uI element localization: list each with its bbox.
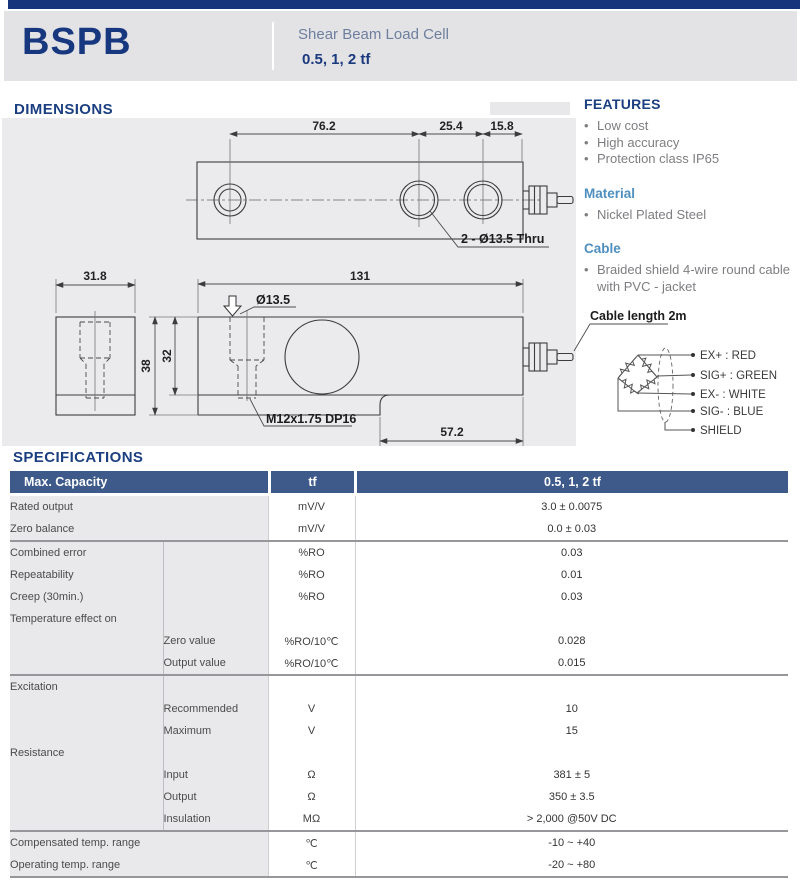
spec-label-cell: Temperature effect on <box>10 608 163 630</box>
spec-unit-cell: %RO/10℃ <box>268 630 355 652</box>
dim-top-right: 15.8 <box>490 119 514 133</box>
spec-value-cell: > 2,000 @50V DC <box>355 808 788 831</box>
spec-unit-cell: mV/V <box>268 518 355 541</box>
wire-label-ex-plus: EX+ : RED <box>700 350 756 362</box>
spec-unit-cell: %RO <box>268 564 355 586</box>
cable-note: Cable length 2m <box>590 309 687 323</box>
spec-unit-cell: Ω <box>268 764 355 786</box>
spec-row <box>10 786 788 808</box>
spec-value-cell: 3.0 ± 0.0075 <box>355 496 788 518</box>
wire-label-sig-plus: SIG+ : GREEN <box>700 370 778 382</box>
spec-label-cell <box>10 630 163 652</box>
feature-item: • High accuracy <box>584 135 796 152</box>
dim-length: 131 <box>349 269 371 283</box>
spec-value-cell <box>355 675 788 698</box>
spec-sublabel-cell <box>163 675 268 698</box>
spec-value-cell <box>355 742 788 764</box>
dimensions-title: DIMENSIONS <box>14 101 114 118</box>
spec-label-cell: Rated output <box>10 496 268 518</box>
spec-unit-cell: %RO <box>268 586 355 608</box>
dim-bottom-span: 57.2 <box>440 425 464 439</box>
spec-label-cell: Excitation <box>10 675 163 698</box>
spec-row <box>10 831 788 854</box>
spec-table <box>10 496 788 878</box>
spec-unit-cell: %RO <box>268 541 355 564</box>
spec-label-cell: Operating temp. range <box>10 854 268 877</box>
spec-row <box>10 675 788 698</box>
features-title: FEATURES <box>584 96 661 112</box>
spec-unit-cell: %RO/10℃ <box>268 652 355 675</box>
spec-sublabel-cell: Output value <box>163 652 268 675</box>
spec-value-cell: 381 ± 5 <box>355 764 788 786</box>
spec-value-cell: -20 ~ +80 <box>355 854 788 877</box>
spec-label-cell <box>10 764 163 786</box>
spec-value-cell: 0.01 <box>355 564 788 586</box>
spec-unit-cell: Ω <box>268 786 355 808</box>
spec-value-cell: 10 <box>355 698 788 720</box>
spec-value-cell: -10 ~ +40 <box>355 831 788 854</box>
feature-item: • Low cost <box>584 118 796 135</box>
spec-row <box>10 608 788 630</box>
spec-unit-cell: V <box>268 698 355 720</box>
spec-label-cell: Compensated temp. range <box>10 831 268 854</box>
features-list <box>584 118 796 168</box>
material-title: Material <box>584 185 636 201</box>
product-name: Shear Beam Load Cell <box>298 26 449 43</box>
spec-value-cell <box>355 608 788 630</box>
spec-table-header <box>10 471 788 493</box>
material-list <box>584 207 796 224</box>
dim-top-mid: 25.4 <box>439 119 463 133</box>
holes-note: 2 - Ø13.5 Thru <box>461 232 545 246</box>
spec-sublabel-cell: Recommended <box>163 698 268 720</box>
spec-sublabel-cell <box>163 586 268 608</box>
dim-height-inner: 32 <box>160 349 174 363</box>
product-capacity: 0.5, 1, 2 tf <box>302 51 371 68</box>
spec-unit-cell: MΩ <box>268 808 355 831</box>
spec-sublabel-cell <box>163 564 268 586</box>
dim-top-span: 76.2 <box>312 119 336 133</box>
spec-unit-cell: mV/V <box>268 496 355 518</box>
spec-label-cell: Resistance <box>10 742 163 764</box>
spec-row <box>10 518 788 541</box>
spec-label-cell: Combined error <box>10 541 163 564</box>
spec-label-cell: Creep (30min.) <box>10 586 163 608</box>
spec-value-cell: 350 ± 3.5 <box>355 786 788 808</box>
spec-sublabel-cell: Zero value <box>163 630 268 652</box>
spec-row <box>10 854 788 877</box>
spec-sublabel-cell <box>163 742 268 764</box>
material-item: • Nickel Plated Steel <box>584 207 796 224</box>
spec-label-cell <box>10 808 163 831</box>
watermark-band <box>490 102 570 115</box>
spec-sublabel-cell: Maximum <box>163 720 268 742</box>
spec-row <box>10 630 788 652</box>
spec-row <box>10 808 788 831</box>
spec-label-cell <box>10 720 163 742</box>
spec-label-cell: Repeatability <box>10 564 163 586</box>
spec-sublabel-cell <box>163 608 268 630</box>
spec-unit-cell: ℃ <box>268 854 355 877</box>
wire-label-ex-minus: EX- : WHITE <box>700 389 766 401</box>
spec-value-cell: 0.015 <box>355 652 788 675</box>
model-name: BSPB <box>22 21 132 63</box>
spec-unit-cell <box>268 742 355 764</box>
spec-unit-cell <box>268 675 355 698</box>
spec-value-cell: 0.028 <box>355 630 788 652</box>
spec-label-cell <box>10 786 163 808</box>
spec-row <box>10 698 788 720</box>
spec-header-unit: tf <box>271 471 354 493</box>
cable-list <box>584 262 796 295</box>
spec-sublabel-cell: Output <box>163 786 268 808</box>
dim-end-width: 31.8 <box>83 269 107 283</box>
dim-height-total: 38 <box>139 359 153 373</box>
spec-label-cell <box>10 652 163 675</box>
spec-label-cell <box>10 698 163 720</box>
hole-dia-label: Ø13.5 <box>256 293 291 307</box>
spec-header-capacity: Max. Capacity <box>10 471 268 493</box>
spec-row <box>10 720 788 742</box>
spec-unit-cell: V <box>268 720 355 742</box>
spec-row <box>10 764 788 786</box>
spec-row <box>10 742 788 764</box>
wire-label-sig-minus: SIG- : BLUE <box>700 406 764 418</box>
spec-sublabel-cell <box>163 541 268 564</box>
spec-row <box>10 496 788 518</box>
spec-sublabel-cell: Input <box>163 764 268 786</box>
wire-label-shield: SHIELD <box>700 425 742 437</box>
spec-header-range: 0.5, 1, 2 tf <box>357 471 788 493</box>
feature-item: • Protection class IP65 <box>584 151 796 168</box>
spec-label-cell: Zero balance <box>10 518 268 541</box>
spec-unit-cell <box>268 608 355 630</box>
spec-value-cell: 0.0 ± 0.03 <box>355 518 788 541</box>
specifications-title: SPECIFICATIONS <box>13 449 144 466</box>
spec-row <box>10 541 788 564</box>
spec-unit-cell: ℃ <box>268 831 355 854</box>
spec-row <box>10 586 788 608</box>
spec-sublabel-cell: Insulation <box>163 808 268 831</box>
spec-value-cell: 15 <box>355 720 788 742</box>
cable-item: • Braided shield 4-wire round cable <box>584 262 796 279</box>
spec-row <box>10 564 788 586</box>
spec-value-cell: 0.03 <box>355 541 788 564</box>
spec-row <box>10 652 788 675</box>
features-section <box>584 96 796 295</box>
thread-note: M12x1.75 DP16 <box>266 412 357 426</box>
cable-title: Cable <box>584 241 621 256</box>
cable-item-continued: with PVC - jacket <box>597 278 696 294</box>
wiring-diagram <box>616 348 777 437</box>
spec-value-cell: 0.03 <box>355 586 788 608</box>
